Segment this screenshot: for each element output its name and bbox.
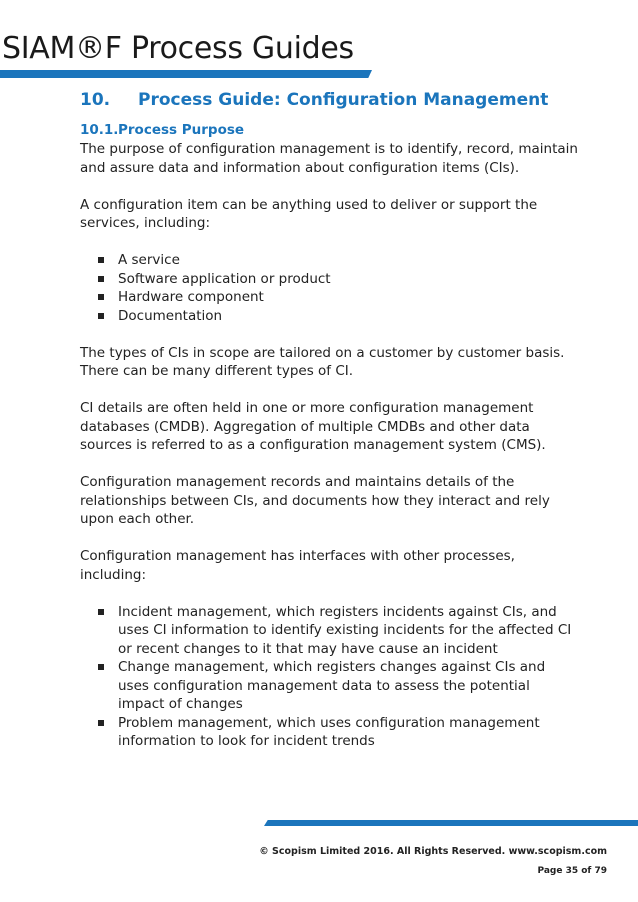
subsection-number: 10.1. [80, 122, 119, 138]
ci-examples-list [80, 251, 580, 325]
ci-definition-paragraph: A configuration item can be anything used to deliver or support the services, including: [80, 196, 538, 231]
footer-copyright: © Scopism Limited 2016. All Rights Reserved. www.scopism.com [259, 846, 607, 857]
list-item: Software application or product [98, 270, 580, 289]
document-header-title: SIAM®F Process Guides [2, 31, 354, 66]
purpose-paragraph: The purpose of configuration management is to identify, record, maintain and assure data and information about configuration items (CIs). [80, 141, 578, 176]
page-number: Page 35 of 79 [537, 866, 607, 876]
subsection-title-text: Process Purpose [118, 122, 245, 138]
body-content [80, 140, 580, 769]
section-title-text: Process Guide: Configuration Management [138, 90, 549, 110]
header-accent-bar [0, 70, 372, 78]
list-item: A service [98, 251, 580, 270]
section-heading [80, 90, 548, 110]
footer-accent-bar [264, 820, 638, 826]
interfaces-paragraph: Configuration management has interfaces with other processes, including: [80, 548, 515, 583]
subsection-heading [80, 122, 244, 138]
relationships-paragraph: Configuration management records and maintains details of the relationships between CIs, and documents how they interact and rely upon each other. [80, 474, 550, 527]
interfaces-list [80, 603, 580, 751]
ci-types-paragraph: The types of CIs in scope are tailored on a customer by customer basis. There can be many different types of CI. [80, 344, 565, 379]
list-item: Incident management, which registers incidents against CIs, and uses CI information to identify existing incidents for the affected CI or recent changes to it that may have cause an incident [98, 603, 580, 659]
list-item: Documentation [98, 307, 580, 326]
list-item: Change management, which registers changes against CIs and uses configuration management data to assess the potential impact of changes [98, 658, 580, 714]
cmdb-paragraph: CI details are often held in one or more configuration management databases (CMDB). Aggregation of multiple CMDBs and other data sources is referred to as a configuration management system (CMS). [80, 400, 546, 453]
list-item: Hardware component [98, 288, 580, 307]
list-item: Problem management, which uses configuration management information to look for incident trends [98, 714, 580, 751]
section-number: 10. [80, 90, 111, 110]
